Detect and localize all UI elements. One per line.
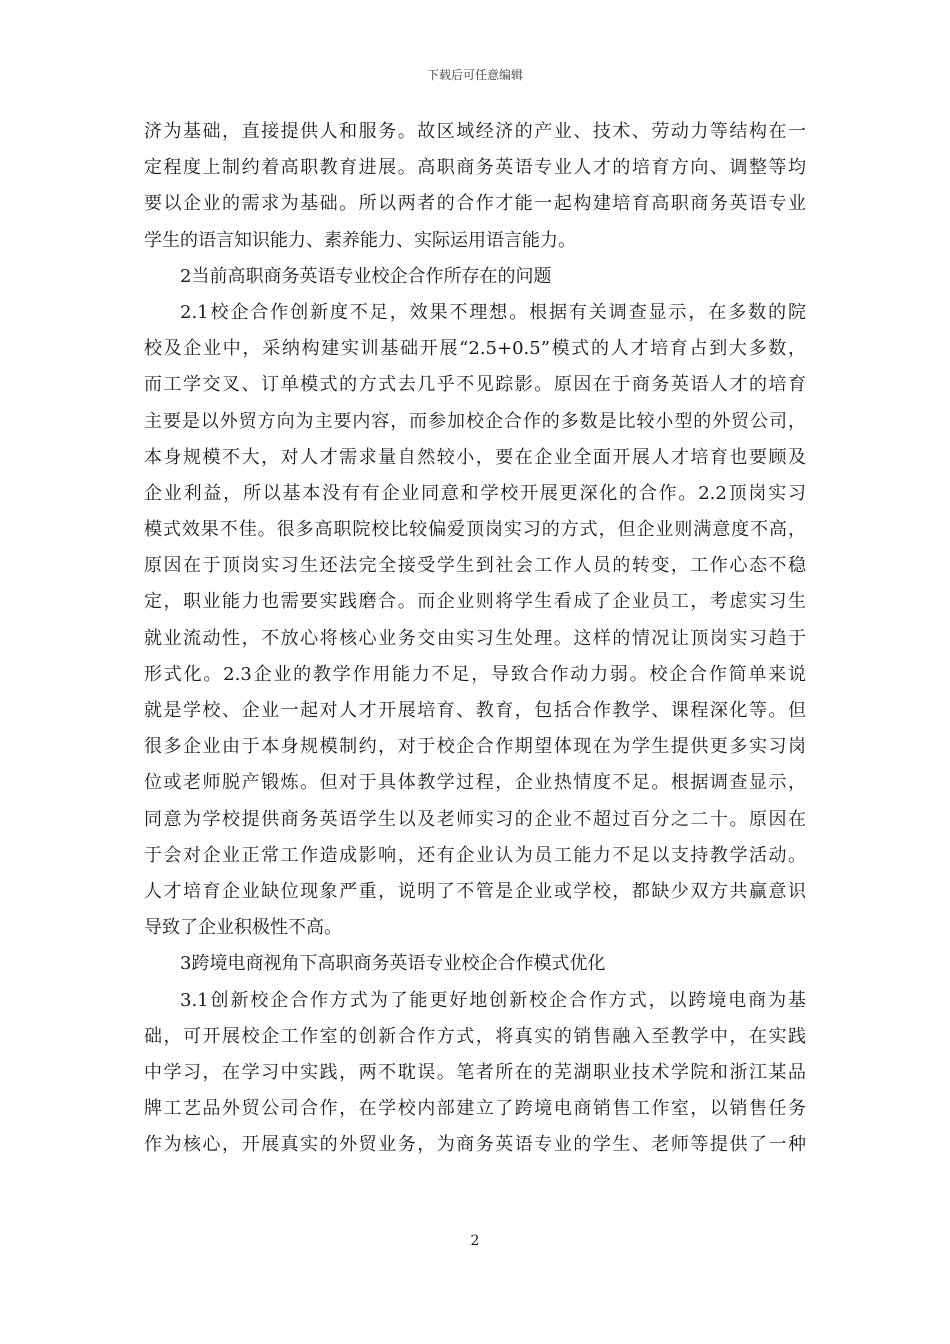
paragraph-line: 主要是以外贸方向为主要内容，而参加校企合作的多数是比较小型的外贸公司， <box>144 410 806 432</box>
paragraph-line: 就业流动性，不放心将核心业务交由实习生处理。这样的情况让顶岗实习趋于 <box>144 627 806 649</box>
paragraph-line: 定，职业能力也需要实践磨合。而企业则将学生看成了企业员工，考虑实习生 <box>144 591 806 613</box>
paragraph-line: 3.1创新校企合作方式为了能更好地创新校企合作方式，以跨境电商为基 <box>180 989 806 1011</box>
paragraph-line: 中学习，在学习中实践，两不耽误。笔者所在的芜湖职业技术学院和浙江某品 <box>144 1061 806 1083</box>
paragraph-line: 要以企业的需求为基础。所以两者的合作才能一起构建培育高职商务英语专业 <box>144 193 806 215</box>
paragraph-line: 位或老师脱产锻炼。但对于具体教学过程，企业热情度不足。根据调查显示， <box>144 772 806 794</box>
paragraph-line: 础，可开展校企工作室的创新合作方式，将真实的销售融入至教学中，在实践 <box>144 1025 806 1047</box>
paragraph-line: 企业利益，所以基本没有有企业同意和学校开展更深化的合作。2.2顶岗实习 <box>144 482 806 504</box>
document-body <box>144 114 806 1163</box>
paragraph-line: 校及企业中，采纳构建实训基础开展“2.5+0.5”模式的人才培育占到大多数， <box>144 338 806 360</box>
paragraph-line: 就是学校、企业一起对人才开展培育、教育，包括合作教学、课程深化等。但 <box>144 700 806 721</box>
paragraph-line: 而工学交叉、订单模式的方式去几乎不见踪影。原因在于商务英语人才的培育 <box>144 374 806 396</box>
paragraph-line: 于会对企业正常工作造成影响，还有企业认为员工能力不足以支持教学活动。 <box>144 844 806 866</box>
paragraph-line: 本身规模不大，对人才需求量自然较小，要在企业全面开展人才培育也要顾及 <box>144 446 806 468</box>
paragraph-line: 牌工艺品外贸公司合作，在学校内部建立了跨境电商销售工作室，以销售任务 <box>144 1098 806 1120</box>
paragraph-line: 很多企业由于本身规模制约，对于校企合作期望体现在为学生提供更多实习岗 <box>144 736 806 758</box>
paragraph-line: 形式化。2.3企业的教学作用能力不足，导致合作动力弱。校企合作简单来说 <box>144 663 806 685</box>
paragraph-line: 人才培育企业缺位现象严重，说明了不管是企业或学校，都缺少双方共赢意识 <box>144 880 806 902</box>
paragraph-line: 同意为学校提供商务英语学生以及老师实习的企业不超过百分之二十。原因在 <box>144 808 806 830</box>
paragraph-line: 2.1校企合作创新度不足，效果不理想。根据有关调查显示，在多数的院 <box>180 301 806 323</box>
paragraph-line: 模式效果不佳。很多高职院校比较偏爱顶岗实习的方式，但企业则满意度不高， <box>144 519 806 541</box>
paragraph-line: 导致了企业积极性不高。 <box>144 917 342 939</box>
paragraph-line: 定程度上制约着高职教育进展。高职商务英语专业人才的培育方向、调整等均 <box>144 157 806 179</box>
paragraph-line: 原因在于顶岗实习生还法完全接受学生到社会工作人员的转变，工作心态不稳 <box>144 555 806 577</box>
paragraph-line: 作为核心，开展真实的外贸业务，为商务英语专业的学生、老师等提供了一种 <box>144 1134 806 1156</box>
page-header-note: 下载后可任意编辑 <box>426 68 523 82</box>
paragraph-line: 学生的语言知识能力、素养能力、实际运用语言能力。 <box>144 229 576 251</box>
paragraph-line: 济为基础，直接提供人和服务。故区域经济的产业、技术、劳动力等结构在一 <box>144 121 806 142</box>
section-heading: 3跨境电商视角下高职商务英语专业校企合作模式优化 <box>180 953 606 975</box>
page-number: 2 <box>470 1233 480 1249</box>
section-heading: 2当前高职商务英语专业校企合作所存在的问题 <box>180 265 552 287</box>
